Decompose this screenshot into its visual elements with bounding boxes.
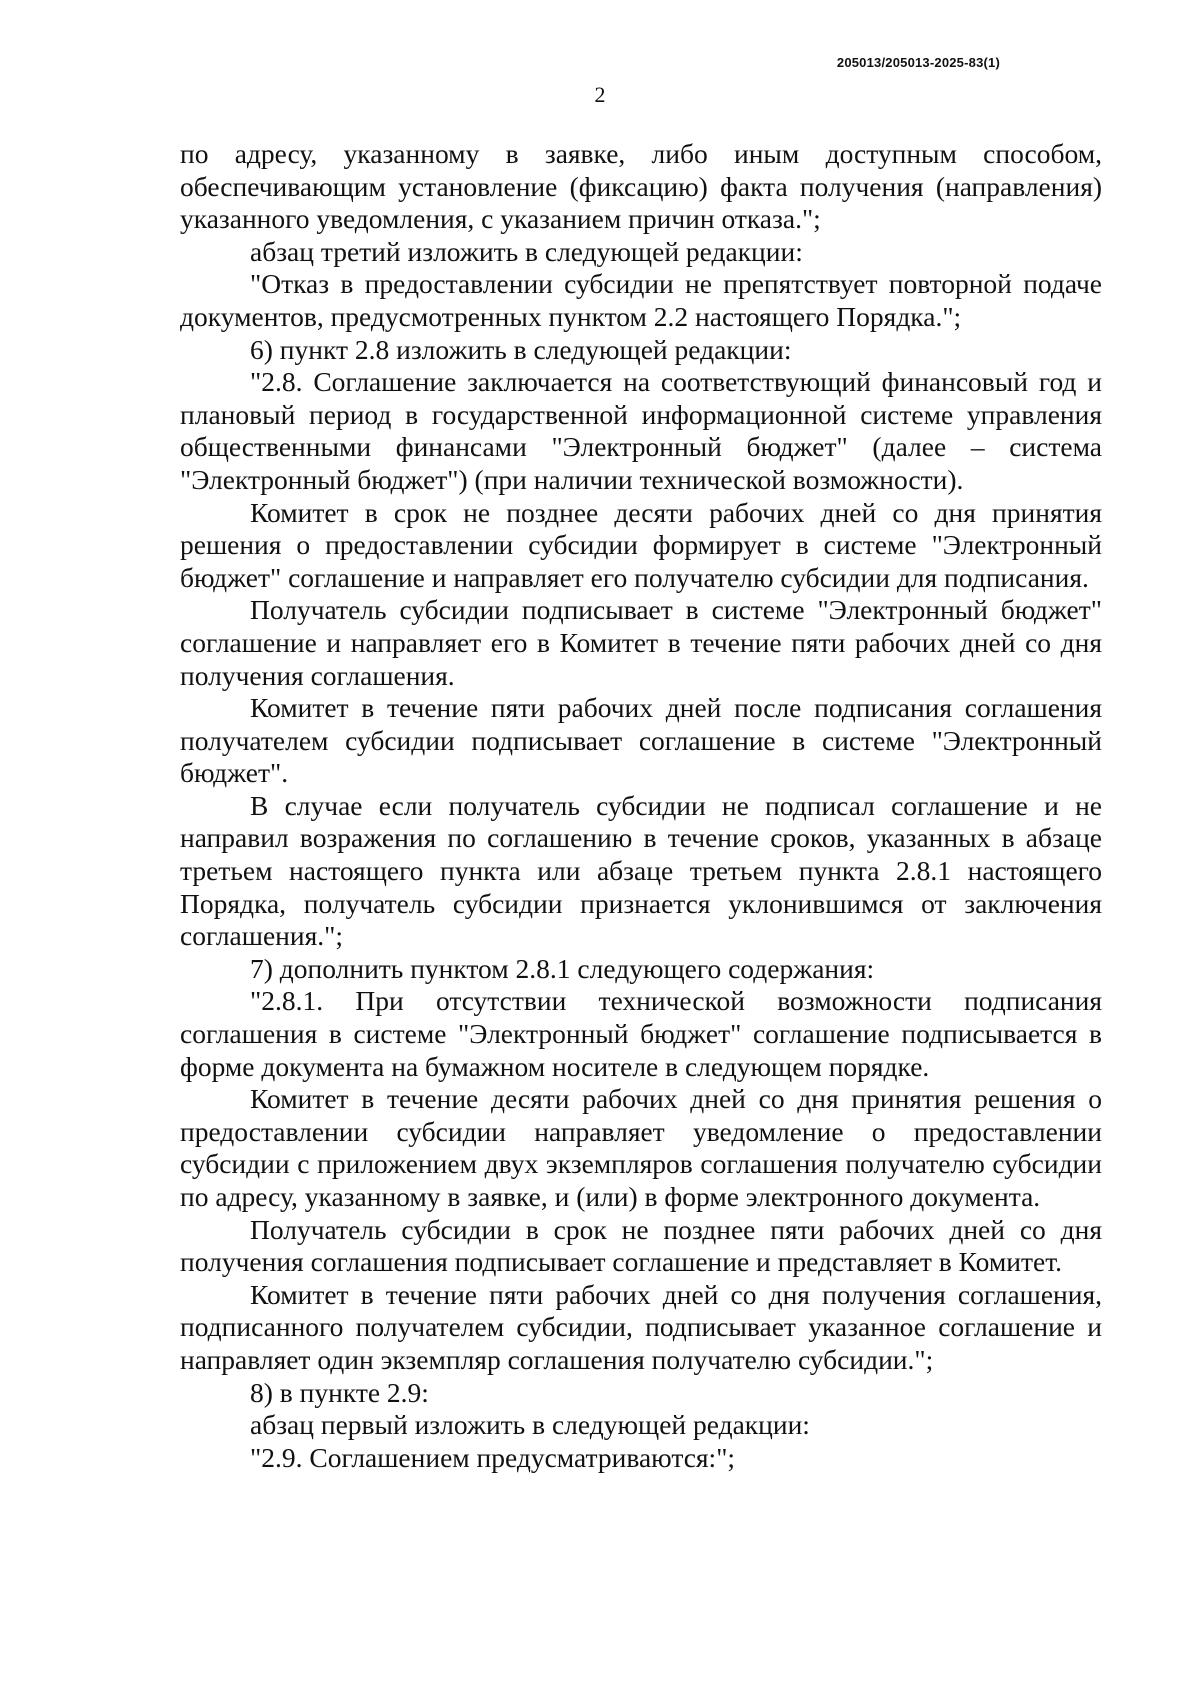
- paragraph-continuation: по адресу, указанному в заявке, либо иным доступным способом, обеспечивающим установление (фиксацию) факта получения (направления) указанного уведомления, с указанием причин отказа.";: [180, 138, 1102, 235]
- paragraph: Комитет в течение пяти рабочих дней со дня получения соглашения, подписанного получателем субсидии, подписывает указанное соглашение и направляет один экземпляр соглашения получателю субсидии.";: [180, 1278, 1102, 1375]
- paragraph: Комитет в течение десяти рабочих дней со дня принятия решения о предоставлении субсидии направляет уведомление о предоставлении субсидии с приложением двух экземпляров соглашения получателю субсидии по адресу, указанному в заявке, и (или) в форме электронного документа.: [180, 1083, 1102, 1212]
- paragraph-instruction: абзац первый изложить в следующей редакции:: [250, 1409, 810, 1441]
- paragraph-item-7: 7) дополнить пунктом 2.8.1 следующего содержания:: [250, 952, 875, 984]
- page-number: 2: [594, 82, 606, 107]
- document-body: [180, 138, 1102, 1474]
- paragraph-item-8: 8) в пункте 2.9:: [250, 1376, 429, 1408]
- paragraph-item-6: 6) пункт 2.8 изложить в следующей редакции:: [250, 333, 792, 365]
- document-id: 205013/205013-2025-83(1): [836, 55, 1000, 70]
- paragraph: Получатель субсидии подписывает в системе "Электронный бюджет" соглашение и направляет его в Комитет в течение пяти рабочих дней со дня получения соглашения.: [180, 594, 1102, 691]
- paragraph-quote: "Отказ в предоставлении субсидии не препятствует повторной подаче документов, предусмотренных пунктом 2.2 настоящего Порядка.";: [180, 268, 1102, 332]
- paragraph: Комитет в срок не позднее десяти рабочих дней со дня принятия решения о предоставлении субсидии формирует в системе "Электронный бюджет" соглашение и направляет его получателю субсидии для подписания.: [180, 496, 1102, 593]
- paragraph: Получатель субсидии в срок не позднее пяти рабочих дней со дня получения соглашения подписывает соглашение и представляет в Комитет.: [180, 1213, 1102, 1278]
- paragraph-clause-2-8: "2.8. Соглашение заключается на соответствующий финансовый год и плановый период в государственной информационной системе управления общественными финансами "Электронный бюджет" (далее – система "Электронный бюджет") (при наличии технической возможности).: [180, 366, 1102, 495]
- paragraph-clause-2-9: "2.9. Соглашением предусматриваются:";: [250, 1441, 736, 1473]
- paragraph: Комитет в течение пяти рабочих дней после подписания соглашения получателем субсидии подписывает соглашение в системе "Электронный бюджет".: [180, 692, 1102, 789]
- paragraph: В случае если получатель субсидии не подписал соглашение и не направил возражения по соглашению в течение сроков, указанных в абзаце третьем настоящего пункта или абзаце третьем пункта 2.8.1 настоящего Порядка, получатель субсидии признается уклонившимся от заключения соглашения.";: [180, 789, 1102, 952]
- paragraph-clause-2-8-1: "2.8.1. При отсутствии технической возможности подписания соглашения в системе "Электронный бюджет" соглашение подписывается в форме документа на бумажном носителе в следующем порядке.: [180, 985, 1102, 1082]
- paragraph-instruction: абзац третий изложить в следующей редакции:: [250, 235, 803, 267]
